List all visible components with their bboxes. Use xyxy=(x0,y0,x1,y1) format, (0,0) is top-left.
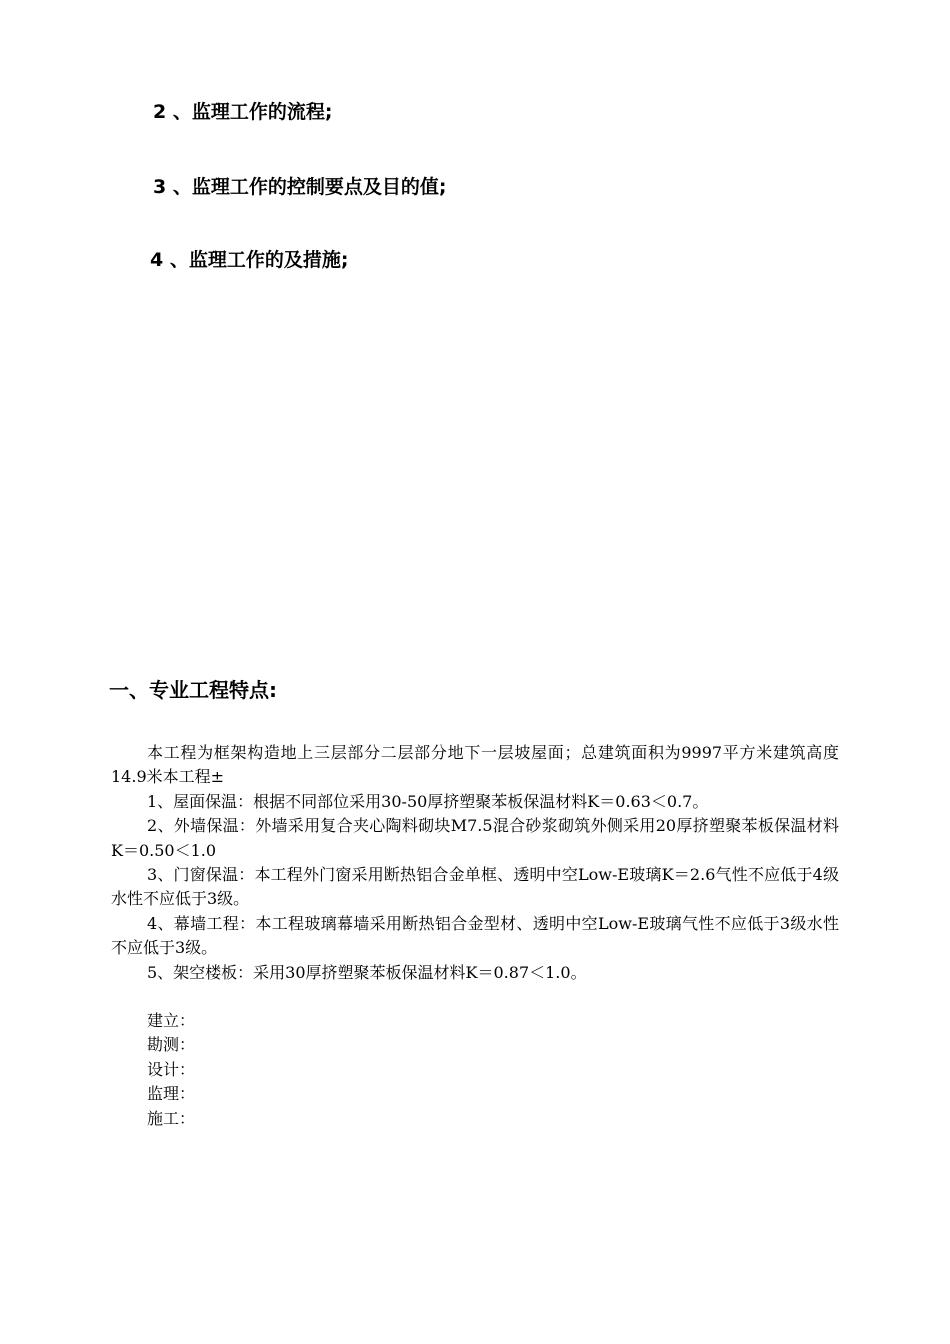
blank-line xyxy=(111,985,839,1009)
floor-slab-paragraph: 5、架空楼板：采用30厚挤塑聚苯板保温材料K＝0.87＜1.0。 xyxy=(147,962,587,982)
signature-roles xyxy=(111,1009,839,1131)
wall-insulation-paragraph: 2、外墙保温：外墙采用复合夹心陶料砌块M7.5混合砂浆砌筑外侧采用20厚挤塑聚苯板保温材料K＝0.50＜1.0 xyxy=(111,816,839,860)
role-survey: 勘测： xyxy=(147,1035,196,1055)
curtain-wall-paragraph: 4、幕墙工程：本工程玻璃幕墙采用断热铝合金型材、透明中空Low-E玻璃气性不应低于3级水性不应低于3级。 xyxy=(111,913,839,958)
role-supervision: 监理： xyxy=(147,1084,196,1104)
window-insulation-paragraph: 3、门窗保温：本工程外门窗采用断热铝合金单框、透明中空Low-E玻璃K＝2.6气性不应低于4级水性不应低于3级。 xyxy=(111,865,839,909)
outline-item-control-points: 3 、监理工作的控制要点及目的值; xyxy=(153,176,447,198)
role-contractor: 施工： xyxy=(147,1108,196,1128)
outline-item-workflow: 2 、监理工作的流程; xyxy=(153,101,333,123)
role-construction-unit: 建立： xyxy=(147,1011,196,1031)
outline-item-measures: 4 、监理工作的及措施; xyxy=(150,249,349,271)
section-heading: 一、专业工程特点: xyxy=(109,678,277,702)
section-body xyxy=(111,741,839,1131)
roof-insulation-paragraph: 1、屋面保温：根据不同部位采用30-50厚挤塑聚苯板保温材料K＝0.63＜0.7。 xyxy=(147,791,709,811)
role-design: 设计： xyxy=(147,1059,196,1079)
intro-paragraph: 本工程为框架构造地上三层部分二层部分地下一层坡屋面；总建筑面积为9997平方米建筑高度14.9米本工程± xyxy=(111,743,839,787)
